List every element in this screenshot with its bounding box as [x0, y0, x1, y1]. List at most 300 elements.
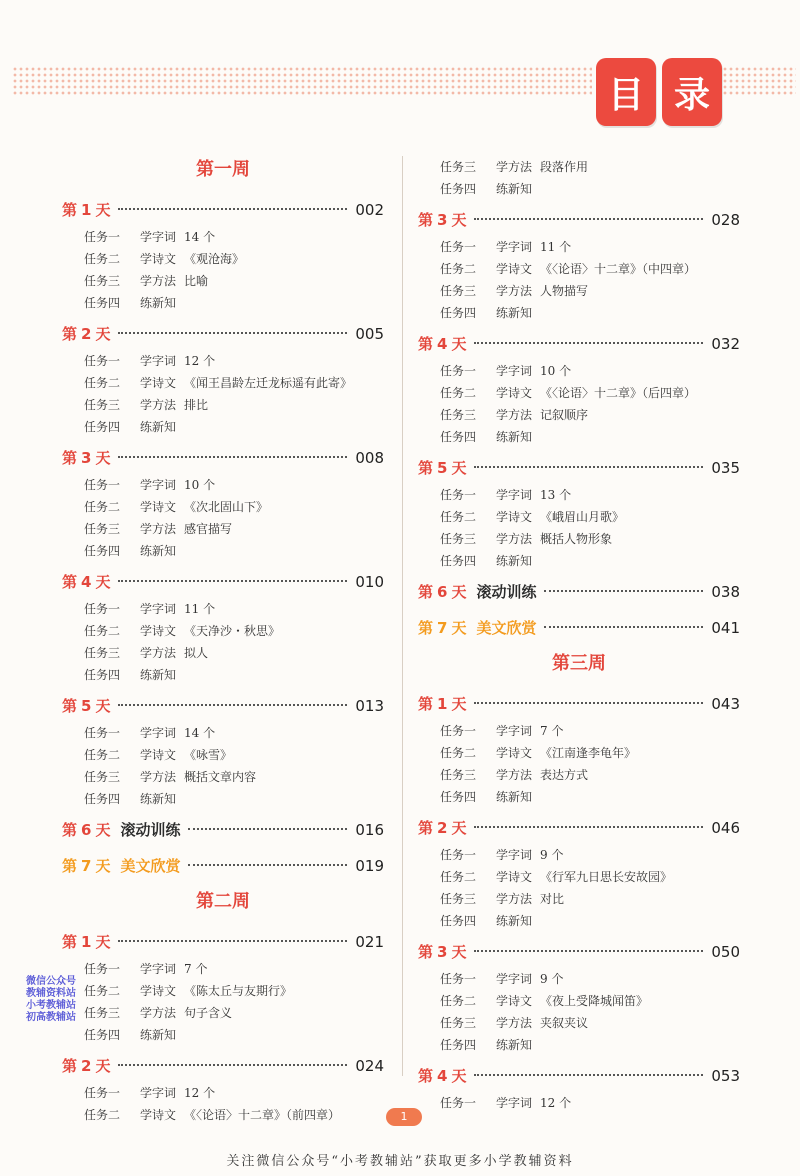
task-detail: 7 个 — [184, 962, 208, 976]
toc-day-entry[interactable] — [62, 850, 384, 882]
task-item — [62, 248, 384, 270]
toc-day-entry[interactable] — [418, 1060, 740, 1092]
dot-leader — [118, 580, 347, 582]
task-number: 任务四 — [440, 430, 477, 444]
task-name: 学字词 — [496, 848, 533, 862]
page-number-badge: 1 — [386, 1108, 422, 1126]
task-detail: 《〈论语〉十二章》（后四章） — [540, 386, 697, 400]
day-label — [418, 452, 466, 484]
task-item — [418, 484, 740, 506]
task-item — [62, 766, 384, 788]
week-heading: 第三周 — [552, 653, 606, 674]
task-detail: 12 个 — [184, 1086, 216, 1100]
toc-column-left — [62, 150, 384, 1126]
task-detail: 9 个 — [540, 972, 564, 986]
task-name: 学方法 — [140, 398, 177, 412]
task-name: 练新知 — [140, 296, 177, 310]
task-item — [62, 620, 384, 642]
day-suffix: 天 — [95, 821, 111, 839]
task-number: 任务三 — [84, 398, 121, 412]
day-prefix: 第 — [62, 325, 78, 343]
task-detail: 12 个 — [184, 354, 216, 368]
day-number: 4 — [437, 335, 448, 353]
day-prefix: 第 — [418, 695, 434, 713]
toc-day-entry[interactable] — [418, 688, 740, 720]
task-number: 任务四 — [440, 1038, 477, 1052]
task-number: 任务一 — [84, 230, 121, 244]
day-suffix: 天 — [451, 459, 467, 477]
task-detail: 11 个 — [540, 240, 572, 254]
day-number: 7 — [81, 857, 92, 875]
task-name: 练新知 — [140, 1028, 177, 1042]
footer-text: 关注微信公众号“小考教辅站”获取更多小学教辅资料 — [226, 1154, 574, 1169]
task-name: 学方法 — [496, 532, 533, 546]
day-title: 美文欣赏 — [476, 619, 537, 637]
day-suffix: 天 — [451, 619, 467, 637]
day-label — [418, 812, 466, 844]
task-number: 任务二 — [84, 376, 121, 390]
day-label — [62, 850, 110, 882]
task-detail: 14 个 — [184, 230, 216, 244]
task-name: 学字词 — [496, 1096, 533, 1110]
task-name: 学诗文 — [140, 1108, 177, 1122]
task-name: 学诗文 — [496, 386, 533, 400]
page-number: 008 — [355, 449, 384, 467]
page-number: 038 — [711, 583, 740, 601]
day-label — [418, 612, 466, 644]
task-name: 学诗文 — [140, 252, 177, 266]
day-label — [62, 318, 110, 350]
day-prefix: 第 — [62, 201, 78, 219]
task-item — [418, 528, 740, 550]
day-number: 4 — [81, 573, 92, 591]
page-number: 013 — [355, 697, 384, 715]
day-number: 7 — [437, 619, 448, 637]
task-item — [418, 786, 740, 808]
toc-title — [596, 58, 722, 126]
task-number: 任务一 — [84, 1086, 121, 1100]
task-item — [418, 742, 740, 764]
toc-day-entry[interactable] — [418, 576, 740, 608]
task-number: 任务一 — [84, 726, 121, 740]
task-name: 学诗文 — [140, 748, 177, 762]
task-item — [62, 226, 384, 248]
task-item — [418, 426, 740, 448]
day-number: 1 — [437, 695, 448, 713]
page-number: 041 — [711, 619, 740, 637]
task-number: 任务四 — [440, 790, 477, 804]
day-suffix: 天 — [451, 583, 467, 601]
day-label — [418, 936, 466, 968]
task-number: 任务三 — [440, 1016, 477, 1030]
day-number: 1 — [81, 201, 92, 219]
page-number: 053 — [711, 1067, 740, 1085]
task-number: 任务一 — [440, 724, 477, 738]
task-name: 学字词 — [140, 962, 177, 976]
task-detail: 《〈论语〉十二章》（前四章） — [184, 1108, 341, 1122]
dot-leader — [118, 1064, 347, 1066]
watermark-line: 微信公众号 — [26, 976, 76, 987]
toc-day-entry[interactable] — [418, 328, 740, 360]
task-name: 学字词 — [140, 354, 177, 368]
task-name: 学方法 — [496, 408, 533, 422]
task-name: 学方法 — [496, 768, 533, 782]
task-item — [62, 394, 384, 416]
day-prefix: 第 — [62, 857, 78, 875]
title-char: 目 — [596, 58, 656, 126]
day-title: 滚动训练 — [120, 821, 181, 839]
day-number: 2 — [81, 1057, 92, 1075]
page-number: 028 — [711, 211, 740, 229]
task-number: 任务二 — [84, 252, 121, 266]
task-detail: 7 个 — [540, 724, 564, 738]
task-name: 练新知 — [496, 430, 533, 444]
task-item — [418, 720, 740, 742]
dot-leader — [118, 208, 347, 210]
task-number: 任务三 — [84, 770, 121, 784]
task-item — [62, 1024, 384, 1046]
title-char: 录 — [662, 58, 722, 126]
task-detail: 9 个 — [540, 848, 564, 862]
task-detail: 比喻 — [184, 274, 209, 288]
toc-day-entry[interactable] — [62, 1050, 384, 1082]
column-divider — [402, 156, 403, 1076]
watermark-line: 小考教辅站 — [26, 1000, 76, 1011]
task-name: 练新知 — [140, 792, 177, 806]
day-suffix: 天 — [95, 933, 111, 951]
task-item — [418, 844, 740, 866]
task-detail: 13 个 — [540, 488, 572, 502]
task-name: 练新知 — [496, 554, 533, 568]
task-number: 任务三 — [440, 532, 477, 546]
toc-day-entry[interactable] — [418, 812, 740, 844]
task-name: 学诗文 — [496, 262, 533, 276]
task-number: 任务二 — [84, 624, 121, 638]
toc-column-right — [418, 156, 740, 1114]
decorative-dot-band — [12, 66, 592, 96]
task-item — [418, 506, 740, 528]
task-item — [62, 270, 384, 292]
day-label — [62, 566, 110, 598]
toc-day-entry[interactable] — [62, 690, 384, 722]
task-detail: 14 个 — [184, 726, 216, 740]
task-number: 任务三 — [84, 522, 121, 536]
task-detail: 11 个 — [184, 602, 216, 616]
task-item — [418, 258, 740, 280]
toc-day-entry[interactable] — [418, 452, 740, 484]
day-label — [418, 328, 466, 360]
task-name: 学方法 — [140, 770, 177, 784]
day-title: 滚动训练 — [476, 583, 537, 601]
task-detail: 对比 — [540, 892, 565, 906]
dot-leader — [474, 826, 703, 828]
page-number: 016 — [355, 821, 384, 839]
task-number: 任务二 — [440, 510, 477, 524]
task-item — [62, 598, 384, 620]
task-name: 学字词 — [496, 240, 533, 254]
day-suffix: 天 — [95, 201, 111, 219]
watermark — [26, 976, 76, 1024]
page-number: 019 — [355, 857, 384, 875]
day-number: 3 — [437, 943, 448, 961]
task-detail: 《行军九日思长安故园》 — [540, 870, 673, 884]
day-prefix: 第 — [418, 459, 434, 477]
task-number: 任务二 — [440, 386, 477, 400]
task-number: 任务一 — [440, 240, 477, 254]
dot-leader — [188, 864, 347, 866]
day-number: 2 — [437, 819, 448, 837]
dot-leader — [188, 828, 347, 830]
task-detail: 夹叙夹议 — [540, 1016, 589, 1030]
task-detail: 《观沧海》 — [184, 252, 245, 266]
day-suffix: 天 — [95, 857, 111, 875]
task-item — [62, 292, 384, 314]
day-suffix: 天 — [451, 819, 467, 837]
task-name: 练新知 — [140, 420, 177, 434]
task-item — [418, 302, 740, 324]
day-label — [418, 576, 466, 608]
task-item — [418, 1092, 740, 1114]
day-suffix: 天 — [451, 211, 467, 229]
toc-day-entry[interactable] — [62, 442, 384, 474]
task-name: 学字词 — [140, 726, 177, 740]
task-number: 任务一 — [84, 602, 121, 616]
page-number: 046 — [711, 819, 740, 837]
task-number: 任务一 — [440, 1096, 477, 1110]
task-item — [418, 178, 740, 200]
task-number: 任务一 — [84, 478, 121, 492]
task-item — [62, 416, 384, 438]
task-number: 任务二 — [84, 1108, 121, 1122]
dot-leader — [118, 704, 347, 706]
task-detail: 《次北固山下》 — [184, 500, 269, 514]
task-number: 任务四 — [84, 792, 121, 806]
task-item — [418, 866, 740, 888]
task-detail: 记叙顺序 — [540, 408, 589, 422]
task-number: 任务四 — [84, 668, 121, 682]
task-name: 学方法 — [140, 646, 177, 660]
decorative-dot-band-right — [710, 66, 796, 96]
day-suffix: 天 — [451, 1067, 467, 1085]
page-number: 002 — [355, 201, 384, 219]
task-detail: 句子含义 — [184, 1006, 233, 1020]
day-number: 6 — [81, 821, 92, 839]
dot-leader — [118, 456, 347, 458]
dot-leader — [474, 702, 703, 704]
day-prefix: 第 — [62, 1057, 78, 1075]
task-detail: 10 个 — [184, 478, 216, 492]
task-number: 任务二 — [84, 748, 121, 762]
task-item — [418, 550, 740, 572]
day-number: 2 — [81, 325, 92, 343]
task-name: 学诗文 — [140, 984, 177, 998]
task-item — [62, 540, 384, 562]
task-detail: 人物描写 — [540, 284, 589, 298]
day-suffix: 天 — [95, 1057, 111, 1075]
task-detail: 表达方式 — [540, 768, 589, 782]
task-number: 任务四 — [440, 554, 477, 568]
task-detail: 感官描写 — [184, 522, 233, 536]
task-name: 学字词 — [496, 972, 533, 986]
toc-day-entry[interactable] — [418, 936, 740, 968]
day-label — [418, 1060, 466, 1092]
toc-day-entry[interactable] — [62, 566, 384, 598]
toc-day-entry[interactable] — [62, 318, 384, 350]
task-number: 任务四 — [84, 420, 121, 434]
page-number: 024 — [355, 1057, 384, 1075]
toc-day-entry[interactable] — [62, 814, 384, 846]
task-name: 学诗文 — [496, 870, 533, 884]
task-item — [62, 496, 384, 518]
task-number: 任务一 — [84, 962, 121, 976]
page-number: 035 — [711, 459, 740, 477]
day-suffix: 天 — [451, 943, 467, 961]
toc-day-entry[interactable] — [418, 612, 740, 644]
toc-day-entry[interactable] — [62, 194, 384, 226]
day-label — [62, 926, 110, 958]
task-name: 学诗文 — [496, 510, 533, 524]
task-number: 任务二 — [440, 262, 477, 276]
task-detail: 10 个 — [540, 364, 572, 378]
day-prefix: 第 — [62, 933, 78, 951]
toc-day-entry[interactable] — [62, 926, 384, 958]
task-name: 练新知 — [140, 668, 177, 682]
task-number: 任务三 — [440, 408, 477, 422]
day-prefix: 第 — [418, 211, 434, 229]
page-number: 050 — [711, 943, 740, 961]
day-label — [62, 690, 110, 722]
task-number: 任务二 — [84, 500, 121, 514]
watermark-line: 教辅资料站 — [26, 988, 76, 999]
task-detail: 《咏雪》 — [184, 748, 233, 762]
task-name: 练新知 — [140, 544, 177, 558]
page-number: 005 — [355, 325, 384, 343]
task-number: 任务三 — [440, 160, 477, 174]
task-item — [418, 1012, 740, 1034]
task-item — [62, 1104, 384, 1126]
task-item — [62, 744, 384, 766]
day-prefix: 第 — [418, 1067, 434, 1085]
task-detail: 《江南逢李龟年》 — [540, 746, 637, 760]
day-suffix: 天 — [451, 695, 467, 713]
page-number: 010 — [355, 573, 384, 591]
day-suffix: 天 — [95, 325, 111, 343]
toc-day-entry[interactable] — [418, 204, 740, 236]
page-number: 032 — [711, 335, 740, 353]
task-name: 练新知 — [496, 914, 533, 928]
task-name: 学方法 — [140, 1006, 177, 1020]
task-name: 学诗文 — [496, 994, 533, 1008]
page-number: 021 — [355, 933, 384, 951]
task-detail: 《陈太丘与友期行》 — [184, 984, 293, 998]
task-detail: 《〈论语〉十二章》（中四章） — [540, 262, 697, 276]
task-item — [418, 404, 740, 426]
day-label — [62, 814, 110, 846]
day-suffix: 天 — [95, 697, 111, 715]
task-name: 学字词 — [140, 602, 177, 616]
task-detail: 《闻王昌龄左迁龙标遥有此寄》 — [184, 376, 353, 390]
day-label — [62, 442, 110, 474]
dot-leader — [118, 940, 347, 942]
task-number: 任务三 — [440, 768, 477, 782]
day-prefix: 第 — [418, 583, 434, 601]
task-name: 学字词 — [496, 364, 533, 378]
task-name: 学诗文 — [140, 624, 177, 638]
task-name: 学方法 — [496, 160, 533, 174]
task-detail: 12 个 — [540, 1096, 572, 1110]
task-item — [62, 1082, 384, 1104]
task-detail: 概括文章内容 — [184, 770, 257, 784]
dot-leader — [474, 218, 703, 220]
task-item — [62, 1002, 384, 1024]
task-number: 任务四 — [84, 296, 121, 310]
task-name: 学字词 — [140, 478, 177, 492]
task-number: 任务一 — [84, 354, 121, 368]
day-number: 3 — [437, 211, 448, 229]
day-prefix: 第 — [62, 449, 78, 467]
day-suffix: 天 — [95, 449, 111, 467]
task-item — [418, 910, 740, 932]
task-number: 任务一 — [440, 972, 477, 986]
task-item — [418, 990, 740, 1012]
task-detail: 《夜上受降城闻笛》 — [540, 994, 649, 1008]
task-name: 学诗文 — [140, 376, 177, 390]
task-name: 学字词 — [140, 230, 177, 244]
task-number: 任务一 — [440, 848, 477, 862]
task-number: 任务二 — [440, 870, 477, 884]
dot-leader — [474, 950, 703, 952]
task-name: 学字词 — [496, 724, 533, 738]
task-detail: 段落作用 — [540, 160, 589, 174]
day-number: 5 — [81, 697, 92, 715]
task-name: 学方法 — [496, 1016, 533, 1030]
task-item — [418, 968, 740, 990]
task-number: 任务二 — [440, 994, 477, 1008]
task-item — [62, 664, 384, 686]
dot-leader — [544, 626, 703, 628]
day-suffix: 天 — [95, 573, 111, 591]
day-number: 6 — [437, 583, 448, 601]
task-name: 练新知 — [496, 306, 533, 320]
task-detail: 《峨眉山月歌》 — [540, 510, 625, 524]
day-prefix: 第 — [62, 697, 78, 715]
day-prefix: 第 — [418, 619, 434, 637]
task-number: 任务三 — [84, 1006, 121, 1020]
task-name: 学方法 — [496, 284, 533, 298]
task-detail: 《天净沙・秋思》 — [184, 624, 281, 638]
dot-leader — [474, 342, 703, 344]
task-name: 学字词 — [496, 488, 533, 502]
task-item — [418, 156, 740, 178]
task-number: 任务一 — [440, 488, 477, 502]
task-item — [62, 350, 384, 372]
task-item — [62, 642, 384, 664]
page-number: 043 — [711, 695, 740, 713]
task-number: 任务三 — [440, 892, 477, 906]
day-number: 3 — [81, 449, 92, 467]
task-name: 学方法 — [140, 274, 177, 288]
task-item — [418, 236, 740, 258]
task-number: 任务一 — [440, 364, 477, 378]
task-item — [62, 474, 384, 496]
task-number: 任务二 — [440, 746, 477, 760]
dot-leader — [474, 466, 703, 468]
task-number: 任务四 — [440, 306, 477, 320]
watermark-line: 初高教辅站 — [26, 1012, 76, 1023]
task-name: 练新知 — [496, 1038, 533, 1052]
day-label — [62, 1050, 110, 1082]
task-name: 学方法 — [140, 522, 177, 536]
